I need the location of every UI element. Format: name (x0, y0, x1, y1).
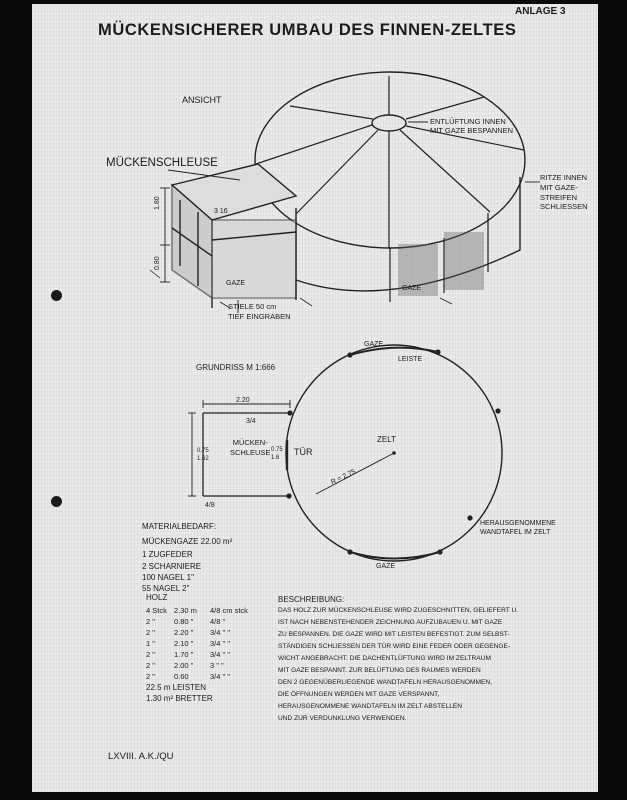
materials-heading: MATERIALBEDARF: (142, 522, 217, 531)
small-dimension: 3/4 (246, 418, 256, 425)
depth-dimension: 0.75 1.62 (197, 448, 209, 462)
description-line: DEN 2 GEGENÜBERLIEGENDE WANDTAFELN HERAUSGENOMMEN, (278, 679, 492, 686)
top-dimension: 3 16 (214, 208, 228, 215)
elevation-view (150, 72, 540, 313)
wood-row-count: 2 " (146, 672, 155, 681)
wall-joints (286, 349, 500, 554)
materials-item: 100 NAGEL 1" (142, 573, 194, 582)
description-line: HERAUSGENOMMENE WANDTAFELN IM ZELT ABSTELLEN (278, 703, 463, 710)
width-dimension: 2.20 (236, 397, 250, 404)
tent-label: ZELT (377, 435, 396, 444)
description-line: STÄNDIGEN SCHLIESSEN DER TÜR WIRD EINE FEDER ODER GEGENGE- (278, 643, 511, 650)
description-line: UND ZUR VERDUNKLUNG VERWENDEN. (278, 715, 407, 722)
wood-row-size: 3/4 " " (210, 650, 230, 659)
height-dim-lower: 0.80 (154, 256, 161, 270)
wood-row-length: 2.20 " (174, 628, 194, 637)
removed-panel-note: HERAUSGENOMMENE WANDTAFEL IM ZELT (480, 520, 556, 537)
page-title: MÜCKENSICHERER UMBAU DES FINNEN-ZELTES (98, 21, 517, 39)
gauze-label-left: GAZE (226, 280, 246, 287)
vent-note: ENTLÜFTUNG INNEN MIT GAZE BESPANNEN (430, 117, 514, 136)
floor-plan-label: GRUNDRISS M 1:666 (196, 363, 276, 372)
wood-row-size: 3/4 " " (210, 628, 230, 637)
footer-code: LXVIII. A.K./QU (108, 751, 174, 762)
wood-row-size: 3/4 " " (210, 639, 230, 648)
wood-row-length: 1.70 " (174, 650, 194, 659)
materials-item: 55 NAGEL 2" (142, 584, 190, 593)
bottom-dimension: 4/8 (205, 502, 215, 509)
side-dimension: 0.75 1.6 (271, 447, 283, 461)
wood-row-count: 4 Stck (146, 606, 167, 615)
strip-label: LEISTE (398, 356, 423, 363)
wood-row-length: 2.00 " (174, 661, 194, 670)
description-line: IST NACH NEBENSTEHENDER ZEICHNUNG AUFZUBAUEN U. MIT GAZE (278, 619, 503, 626)
wood-row-size: 3/4 " " (210, 672, 230, 681)
boards-amount: 1.30 m² BRETTER (146, 694, 213, 703)
wood-row-count: 1 " (146, 639, 155, 648)
wood-row-size: 3 " " (210, 661, 224, 670)
gap-note: RITZE INNEN MIT GAZE- STREIFEN SCHLIESSEN (540, 173, 588, 212)
description-line: ZU BESPANNEN. DIE GAZE WIRD MIT LEISTEN BEFESTIGT. ZUM SELBST- (278, 631, 510, 638)
description-line: WICHT ANGEBRACHT. DIE DACHENTLÜFTUNG WIRD IM ZELTRAUM (278, 655, 491, 662)
wood-row-count: 2 " (146, 617, 155, 626)
height-dimensions (160, 188, 170, 282)
elevation-label: ANSICHT (182, 95, 222, 105)
plan-lock-label: MÜCKEN- SCHLEUSE (230, 438, 271, 457)
wood-row-count: 2 " (146, 661, 155, 670)
gauze-label-bottom: GAZE (376, 563, 396, 570)
wood-row-count: 2 " (146, 628, 155, 637)
materials-item: 1 ZUGFEDER (142, 550, 193, 559)
wood-row-length: 0.60 (174, 672, 189, 681)
mosquito-lock-label: MÜCKENSCHLEUSE (106, 157, 218, 169)
description-line: DIE ÖFFNUNGEN WERDEN MIT GAZE VERSPANNT, (278, 691, 440, 698)
wood-row-length: 2.30 m (174, 606, 197, 615)
height-dim-upper: 1.80 (154, 196, 161, 210)
description-line: DAS HOLZ ZUR MÜCKENSCHLEUSE WIRD ZUGESCHNITTEN, GELIEFERT U. (278, 607, 519, 614)
strips-amount: 22.5 m LEISTEN (146, 683, 207, 692)
wood-row-length: 2.10 " (174, 639, 194, 648)
posts-note: STIELE 50 cm TIEF EINGRABEN (228, 302, 291, 321)
wood-row-count: 2 " (146, 650, 155, 659)
roof-vent-ring (372, 115, 406, 131)
materials-item: MÜCKENGAZE 22.00 m² (142, 537, 233, 546)
description-line: MIT GAZE BESPANNT. ZUR BELÜFTUNG DES RAUMES WERDEN (278, 667, 481, 674)
wood-row-size: 4/8 cm stck (210, 606, 248, 615)
gauze-label-right: GAZE (402, 285, 422, 292)
door-label: TÜR (294, 447, 313, 457)
gauze-label-top: GAZE (364, 341, 384, 348)
attachment-number: ANLAGE 3 (515, 6, 566, 17)
materials-item: 2 SCHARNIERE (142, 562, 202, 571)
radius-label: R = 2.75 (330, 468, 358, 487)
wood-row-length: 0.80 " (174, 617, 194, 626)
wood-heading: HOLZ (146, 593, 168, 602)
description-heading: BESCHREIBUNG: (278, 595, 345, 604)
wood-row-size: 4/8 " (210, 617, 226, 626)
